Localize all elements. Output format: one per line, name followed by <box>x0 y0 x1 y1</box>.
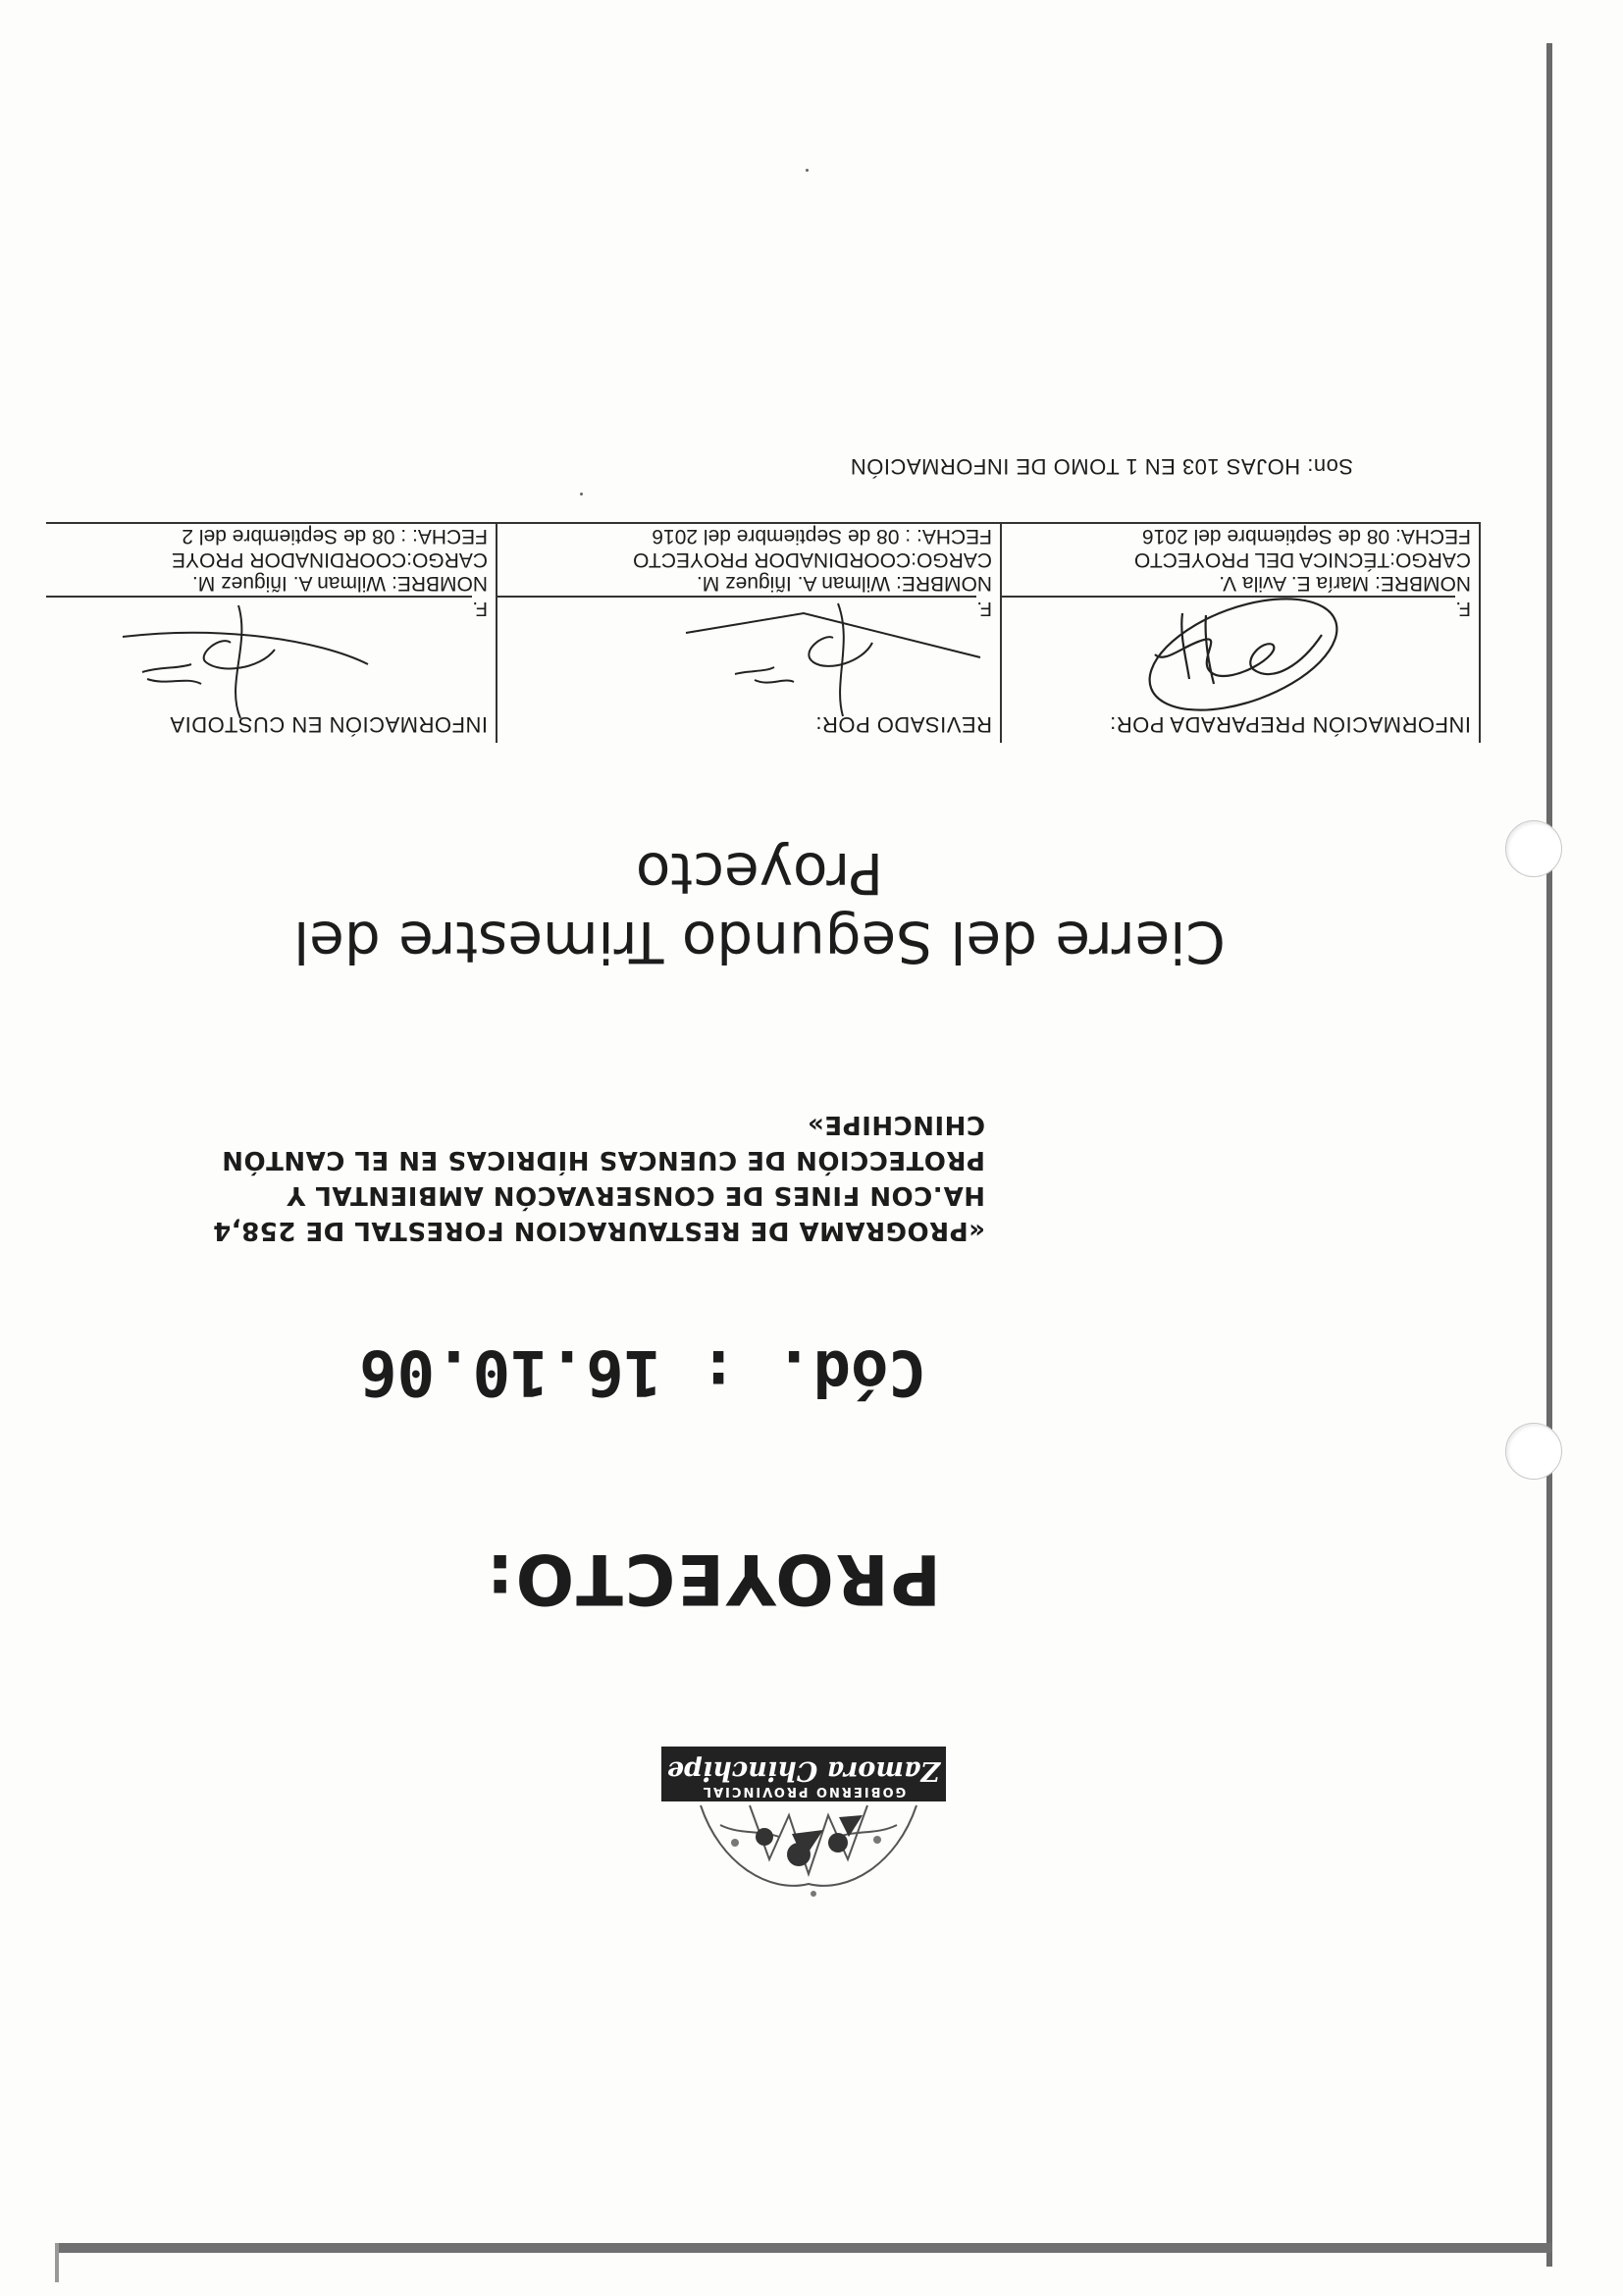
signature-cell-custody <box>46 522 497 743</box>
program-title: «PROGRAMA DE RESTAURACION FORESTAL DE 258,4 HA.CON FINES DE CONSERVACÓN AMBIENTAL Y PROTECCIÓN DE CUENCAS HÍDRICAS EN EL CANTÓN CHINCHIPE» <box>212 1110 985 1245</box>
pages-note: Son: HOJAS 103 EN 1 TOMO DE INFORMACIÓN <box>850 454 1353 479</box>
signature-cargo: CARGO:COORDINADOR PROYECTO <box>633 548 992 571</box>
signature-line <box>1002 596 1455 598</box>
subtitle-line-1: Cierre del Segundo Trimestre del <box>293 909 1226 975</box>
logo-line-1: GOBIERNO PROVINCIAL <box>701 1784 907 1799</box>
signature-line <box>46 596 472 598</box>
signature-name: NOMBRE: Wilman A. Iñiguez M. <box>191 572 488 595</box>
document-code: Cód. : 16.10.06 <box>359 1335 926 1408</box>
signature-table <box>42 522 1481 743</box>
signature-cargo: CARGO:COORDINADOR PROYE <box>171 548 488 571</box>
scan-speck <box>580 493 583 496</box>
signature-cell-bottom <box>1002 522 1479 524</box>
signature-f-label: F. <box>1455 598 1471 619</box>
document-title: PROYECTO: <box>484 1539 941 1619</box>
handwritten-signature-icon <box>676 594 1000 721</box>
scan-speck <box>806 169 809 172</box>
signature-name: NOMBRE: Wilman A. Iñiguez M. <box>696 572 992 595</box>
signature-name: NOMBRE: María E. Avila V. <box>1219 572 1471 595</box>
subtitle-line-2: Proyecto <box>635 840 884 907</box>
signature-cell-bottom <box>46 522 496 524</box>
signature-fecha: FECHA: 08 de Septiembre del 2016 <box>1141 525 1471 548</box>
signature-cell-bottom <box>497 522 1000 524</box>
handwritten-signature-icon <box>1126 586 1361 723</box>
signature-header: REVISADO POR: <box>814 712 992 737</box>
signature-cargo: CARGO:TÉCNICA DEL PROYECTO <box>1133 548 1471 571</box>
signature-line <box>497 596 976 598</box>
signature-f-label: F. <box>472 598 488 619</box>
signature-header: INFORMACIÓN PREPARADA POR: <box>1109 712 1471 737</box>
signature-f-label: F. <box>976 598 992 619</box>
signature-header: INFORMACIÓN EN CUSTODIA <box>169 712 488 737</box>
signature-fecha: FECHA: : 08 de Septiembre del 2016 <box>652 525 992 548</box>
signature-fecha: FECHA: : 08 de Septiembre del 2 <box>182 525 488 548</box>
signature-cell-reviewed <box>496 522 1002 743</box>
logo-line-2: Zamora Chinchipe <box>666 1755 941 1786</box>
document-subtitle <box>288 839 1230 976</box>
handwritten-signature-icon <box>103 596 397 723</box>
logo-banner <box>661 1747 946 1801</box>
signature-cell-prepared <box>1000 522 1481 743</box>
